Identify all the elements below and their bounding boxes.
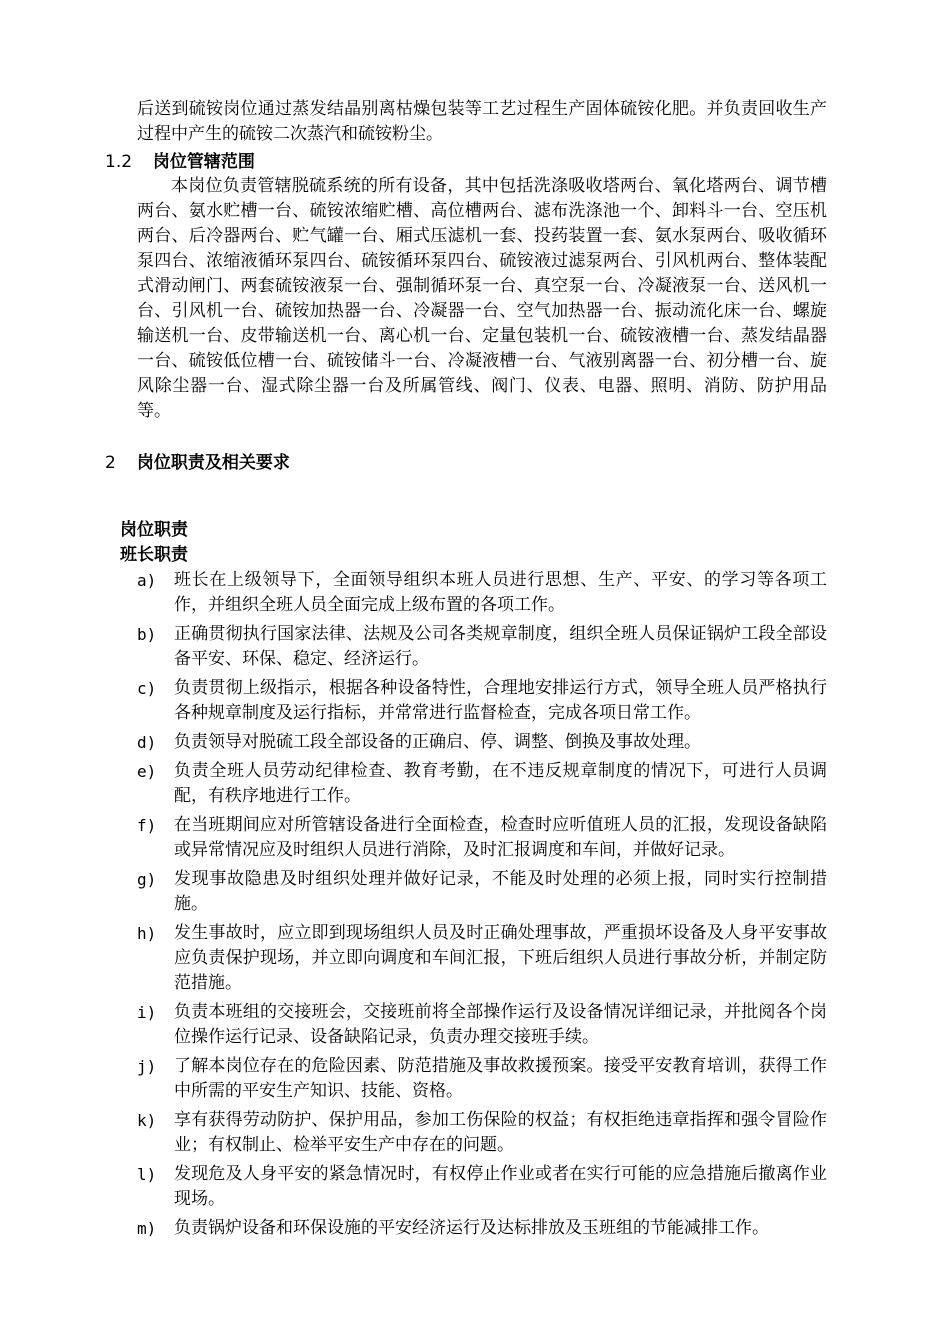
list-item-text: 了解本岗位存在的危险因素、防范措施及事故救援预案。接受平安教育培训，获得工作中所需的平安生产知识、技能、资格。: [174, 1056, 827, 1101]
list-item-letter: e): [137, 762, 157, 781]
list-item: [137, 1162, 827, 1212]
list-item-text: 在当班期间应对所管辖设备进行全面检查，检查时应听值班人员的汇报，发现设备缺陷或异常情况应及时组织人员进行消除，及时汇报调度和车间，并做好记录。: [174, 815, 827, 860]
section-2-heading: [105, 451, 290, 475]
duty-list: [137, 568, 827, 1245]
list-item-text: 班长在上级领导下，全面领导组织本班人员进行思想、生产、平安、的学习等各项工作，并组织全班人员全面完成上级布置的各项工作。: [174, 570, 827, 615]
list-item-letter: f): [137, 816, 157, 835]
list-item: [137, 759, 827, 809]
section-1-2-heading: [105, 150, 255, 174]
list-item-text: 正确贯彻执行国家法律、法规及公司各类规章制度，组织全班人员保证锅炉工段全部设备平安、环保、稳定、经济运行。: [174, 624, 827, 669]
list-item: [137, 921, 827, 996]
list-item-letter: k): [137, 1111, 157, 1130]
list-item: [137, 1216, 827, 1241]
list-item-text: 享有获得劳动防护、保护用品，参加工伤保险的权益；有权拒绝违章指挥和强令冒险作业；有权制止、检举平安生产中存在的问题。: [174, 1110, 827, 1155]
list-item-text: 负责领导对脱硫工段全部设备的正确启、停、调整、倒换及事故处理。: [174, 732, 701, 752]
list-item: [137, 1054, 827, 1104]
list-item-letter: c): [137, 679, 157, 698]
section-1-2-title: 岗位管辖范围: [152, 152, 255, 172]
section-2-title: 岗位职责及相关要求: [136, 453, 290, 473]
list-item: [137, 867, 827, 917]
list-item-text: 发现危及人身平安的紧急情况时，有权停止作业或者在实行可能的应急措施后撤离作业现场。: [174, 1164, 827, 1209]
intro-paragraph: 后送到硫铵岗位通过蒸发结晶别离枯燥包装等工艺过程生产固体硫铵化肥。并负责回收生产过程中产生的硫铵二次蒸汽和硫铵粉尘。: [137, 99, 827, 144]
list-item: [137, 568, 827, 618]
list-item: [137, 730, 827, 755]
list-item-text: 发生事故时，应立即到现场组织人员及时正确处理事故，严重损坏设备及人身平安事故应负责保护现场，并立即向调度和车间汇报，下班后组织人员进行事故分析，并制定防范措施。: [174, 923, 827, 993]
list-item-text: 负责锅炉设备和环保设施的平安经济运行及达标排放及玉班组的节能减排工作。: [174, 1218, 769, 1238]
list-item-letter: j): [137, 1057, 157, 1076]
leader-duties-subheading: 班长职责: [120, 545, 188, 565]
list-item-letter: l): [137, 1165, 157, 1184]
list-item: [137, 813, 827, 863]
section-2-number: 2: [105, 453, 116, 473]
section-1-2-number: 1.2: [105, 152, 133, 172]
list-item-letter: m): [137, 1219, 157, 1238]
list-item-letter: g): [137, 870, 157, 889]
list-item: [137, 1108, 827, 1158]
list-item: [137, 622, 827, 672]
duties-subheading: 岗位职责: [120, 520, 188, 540]
list-item-letter: d): [137, 733, 157, 752]
list-item-text: 发现事故隐患及时组织处理并做好记录，不能及时处理的必须上报，同时实行控制措施。: [174, 869, 827, 914]
list-item: [137, 1000, 827, 1050]
list-item-text: 负责全班人员劳动纪律检查、教育考勤，在不违反规章制度的情况下，可进行人员调配，有秩序地进行工作。: [174, 761, 827, 806]
list-item-text: 负责贯彻上级指示，根据各种设备特性，合理地安排运行方式，领导全班人员严格执行各种规章制度及运行指标，并常常进行监督检查，完成各项日常工作。: [174, 678, 827, 723]
section-1-2-body: 本岗位负责管辖脱硫系统的所有设备，其中包括洗涤吸收塔两台、氧化塔两台、调节槽两台、氨水贮槽一台、硫铵浓缩贮槽、高位槽两台、滤布洗涤池一个、卸料斗一台、空压机两台、后冷器两台、贮气罐一台、厢式压滤机一套、投药装置一套、氨水泵两台、吸收循环泵四台、浓缩液循环泵四台、硫铵循环泵四台、硫铵液过滤泵两台、引风机两台、整体装配式滑动闸门、两套硫铵液泵一台、强制循环泵一台、真空泵一台、冷凝液泵一台、送风机一台、引风机一台、硫铵加热器一台、冷凝器一台、空气加热器一台、振动流化床一台、螺旋输送机一台、皮带输送机一台、离心机一台、定量包装机一台、硫铵液槽一台、蒸发结晶器一台、硫铵低位槽一台、硫铵储斗一台、冷凝液槽一台、气液别离器一台、初分槽一台、旋风除尘器一台、湿式除尘器一台及所属管线、阀门、仪表、电器、照明、消防、防护用品等。: [137, 176, 827, 421]
list-item-text: 负责本班组的交接班会，交接班前将全部操作运行及设备情况详细记录，并批阅各个岗位操作运行记录、设备缺陷记录，负责办理交接班手续。: [174, 1002, 827, 1047]
list-item-letter: i): [137, 1003, 157, 1022]
list-item: [137, 676, 827, 726]
list-item-letter: a): [137, 571, 157, 590]
list-item-letter: h): [137, 924, 157, 943]
list-item-letter: b): [137, 625, 157, 644]
